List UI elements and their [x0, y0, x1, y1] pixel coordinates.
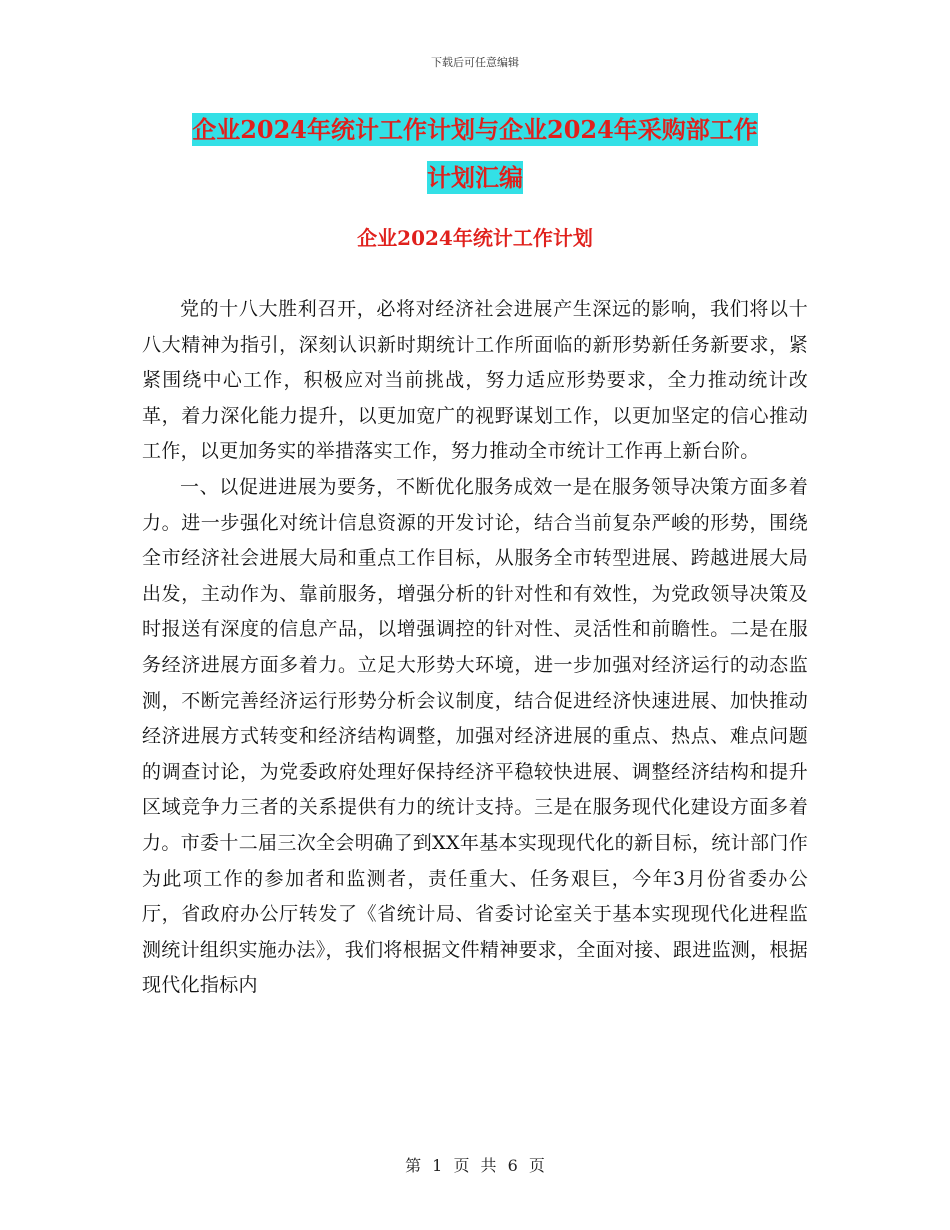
paragraph-intro: 党的十八大胜利召开，必将对经济社会进展产生深远的影响，我们将以十八大精神为指引，深刻认识新时期统计工作所面临的新形势新任务新要求，紧紧围绕中心工作，积极应对当前挑战，努力适应形势要求，全力推动统计改革，着力深化能力提升，以更加宽广的视野谋划工作，以更加坚定的信心推动工作，以更加务实的举措落实工作，努力推动全市统计工作再上新台阶。 [142, 298, 808, 463]
document-title-line-1: 企业2024年统计工作计划与企业2024年采购部工作 [192, 115, 758, 144]
header-note: 下载后可任意编辑 [431, 56, 519, 69]
document-title [150, 106, 800, 202]
document-title-line-2: 计划汇编 [427, 163, 523, 192]
paragraph-section-one: 一、以促进进展为要务，不断优化服务成效一是在服务领导决策方面多着力。进一步强化对统计信息资源的开发讨论，结合当前复杂严峻的形势，围绕全市经济社会进展大局和重点工作目标，从服务全市转型进展、跨越进展大局出发，主动作为、靠前服务，增强分析的针对性和有效性，为党政领导决策及时报送有深度的信息产品，以增强调控的针对性、灵活性和前瞻性。二是在服务经济进展方面多着力。立足大形势大环境，进一步加强对经济运行的动态监测，不断完善经济运行形势分析会议制度，结合促进经济快速进展、加快推动经济进展方式转变和经济结构调整，加强对经济进展的重点、热点、难点问题的调查讨论，为党委政府处理好保持经济平稳较快进展、调整经济结构和提升区域竞争力三者的关系提供有力的统计支持。三是在服务现代化建设方面多着力。市委十二届三次全会明确了到XX年基本实现现代化的新目标，统计部门作为此项工作的参加者和监测者，责任重大、任务艰巨，今年3月份省委办公厅，省政府办公厅转发了《省统计局、省委讨论室关于基本实现现代化进程监测统计组织实施办法》，我们将根据文件精神要求，全面对接、跟进监测，根据现代化指标内 [142, 475, 809, 997]
body-text [142, 292, 808, 1004]
section-title: 企业2024年统计工作计划 [357, 226, 593, 250]
page-number-footer: 第 1 页 共 6 页 [405, 1156, 545, 1175]
